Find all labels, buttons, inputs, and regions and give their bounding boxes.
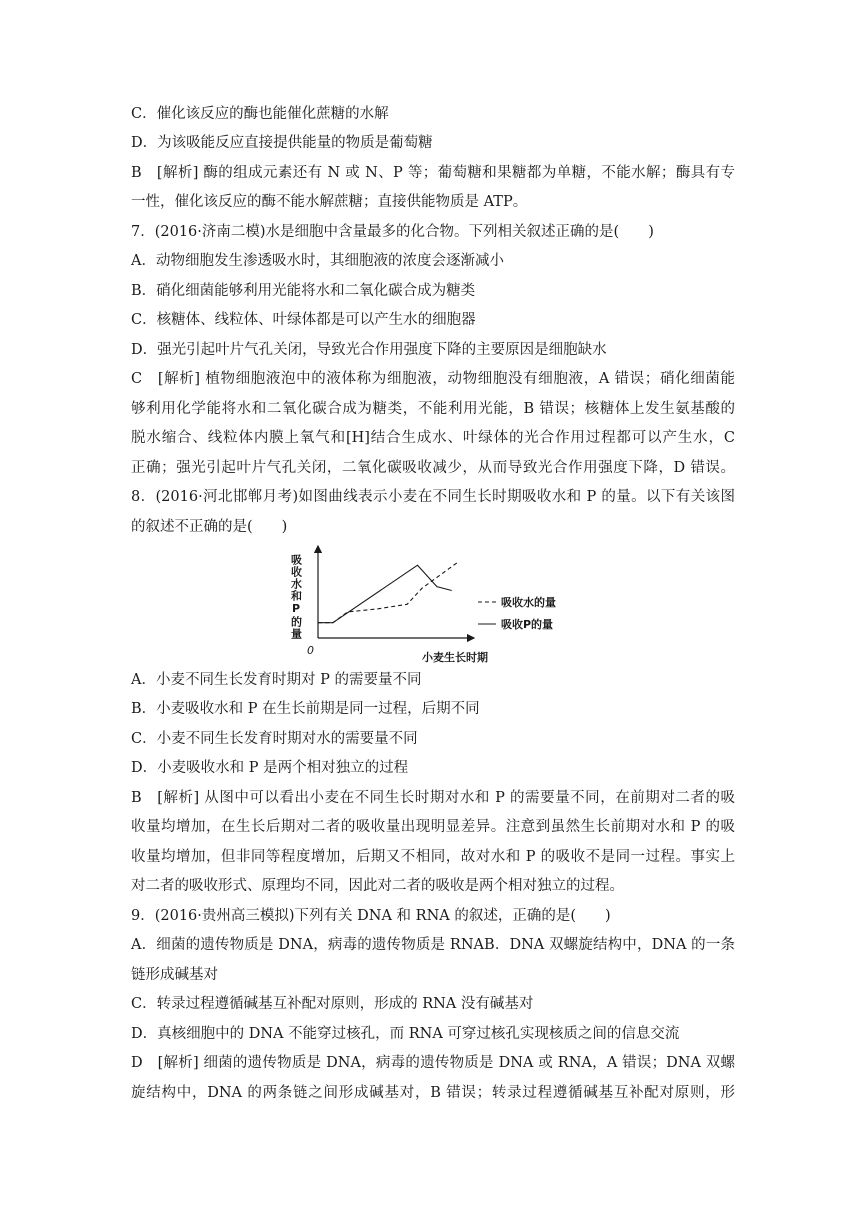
text-line: 收量均增加，但非同等程度增加，后期又不相同，故对水和 P 的吸收不是同一过程。事实上 <box>131 849 735 865</box>
text-line: 的叙述不正确的是( ) <box>131 519 288 535</box>
text-line: 旋结构中，DNA 的两条链之间形成碱基对，B 错误；转录过程遵循碱基互补配对原则，形 <box>131 1085 735 1101</box>
text-line: C [解析] 植物细胞液泡中的液体称为细胞液，动物细胞没有细胞液，A 错误；硝化细菌能 <box>131 371 735 387</box>
text-line: 收量均增加，在生长后期对二者的吸收量出现明显差异。注意到虽然生长前期对水和 P 的吸 <box>131 819 735 835</box>
option-a: A．细菌的遗传物质是 DNA，病毒的遗传物质是 RNAB．DNA 双螺旋结构中，DNA 的一条 <box>131 937 735 953</box>
text-line: 链形成碱基对 <box>131 967 218 983</box>
absorption-chart <box>282 540 572 668</box>
x-axis-label: 小麦生长时期 <box>422 651 488 664</box>
text-line: 对二者的吸收形式、原理均不同，因此对二者的吸收是两个相对独立的过程。 <box>131 878 624 894</box>
text-line: 正确；强光引起叶片气孔关闭，二氧化碳吸收减少，从而导致光合作用强度下降，D 错误。 <box>131 460 735 476</box>
question-7-stem: 7．(2016·济南二模)水是细胞中含量最多的化合物。下列相关叙述正确的是( ) <box>131 224 654 240</box>
option-d: D．真核细胞中的 DNA 不能穿过核孔，而 RNA 可穿过核孔实现核质之间的信息交流 <box>131 1026 680 1042</box>
option-b: B．硝化细菌能够利用光能将水和二氧化碳合成为糖类 <box>131 283 476 299</box>
option-a: A．小麦不同生长发育时期对 P 的需要量不同 <box>131 672 422 688</box>
question-8-stem: 8．(2016·河北邯郸月考)如图曲线表示小麦在不同生长时期吸收水和 P 的量。以下有关该图 <box>131 489 735 505</box>
option-c: C．转录过程遵循碱基互补配对原则，形成的 RNA 没有碱基对 <box>131 996 534 1012</box>
option-c: C．核糖体、线粒体、叶绿体都是可以产生水的细胞器 <box>131 312 476 328</box>
text-line: 脱水缩合、线粒体内膜上氧气和[H]结合生成水、叶绿体的光合作用过程都可以产生水，C <box>131 430 735 446</box>
option-d: D．强光引起叶片气孔关闭，导致光合作用强度下降的主要原因是细胞缺水 <box>131 342 607 358</box>
series-line-phosphorus <box>318 565 452 623</box>
y-axis-label: 吸收水和P的量 <box>289 554 303 640</box>
text-line: 一性，催化该反应的酶不能水解蔗糖；直接供能物质是 ATP。 <box>131 194 528 210</box>
text-line: D [解析] 细菌的遗传物质是 DNA，病毒的遗传物质是 DNA 或 RNA，A 错误；DNA 双螺 <box>131 1055 735 1071</box>
legend-label: 吸收水的量 <box>501 596 556 609</box>
origin-label: 0 <box>307 644 314 657</box>
legend-label: 吸收P的量 <box>501 618 554 631</box>
text-line: D．为该吸能反应直接提供能量的物质是葡萄糖 <box>131 135 433 151</box>
text-line: 够利用化学能将水和二氧化碳合成为糖类，不能利用光能，B 错误；核糖体上发生氨基酸的 <box>131 401 735 417</box>
question-9-stem: 9．(2016·贵州高三模拟)下列有关 DNA 和 RNA 的叙述，正确的是( ) <box>131 908 611 924</box>
option-c: C．小麦不同生长发育时期对水的需要量不同 <box>131 731 418 747</box>
series-line-water <box>318 561 459 622</box>
text-line: B [解析] 酶的组成元素还有 N 或 N、P 等；葡萄糖和果糖都为单糖，不能水解；酶具有专 <box>131 165 735 181</box>
text-line: C．催化该反应的酶也能催化蔗糖的水解 <box>131 106 389 122</box>
text-line: B [解析] 从图中可以看出小麦在不同生长时期对水和 P 的需要量不同，在前期对二者的吸 <box>131 790 735 806</box>
option-a: A．动物细胞发生渗透吸水时，其细胞液的浓度会逐渐减小 <box>131 253 504 269</box>
option-d: D．小麦吸收水和 P 是两个相对独立的过程 <box>131 760 409 776</box>
option-b: B．小麦吸收水和 P 在生长前期是同一过程，后期不同 <box>131 701 480 717</box>
